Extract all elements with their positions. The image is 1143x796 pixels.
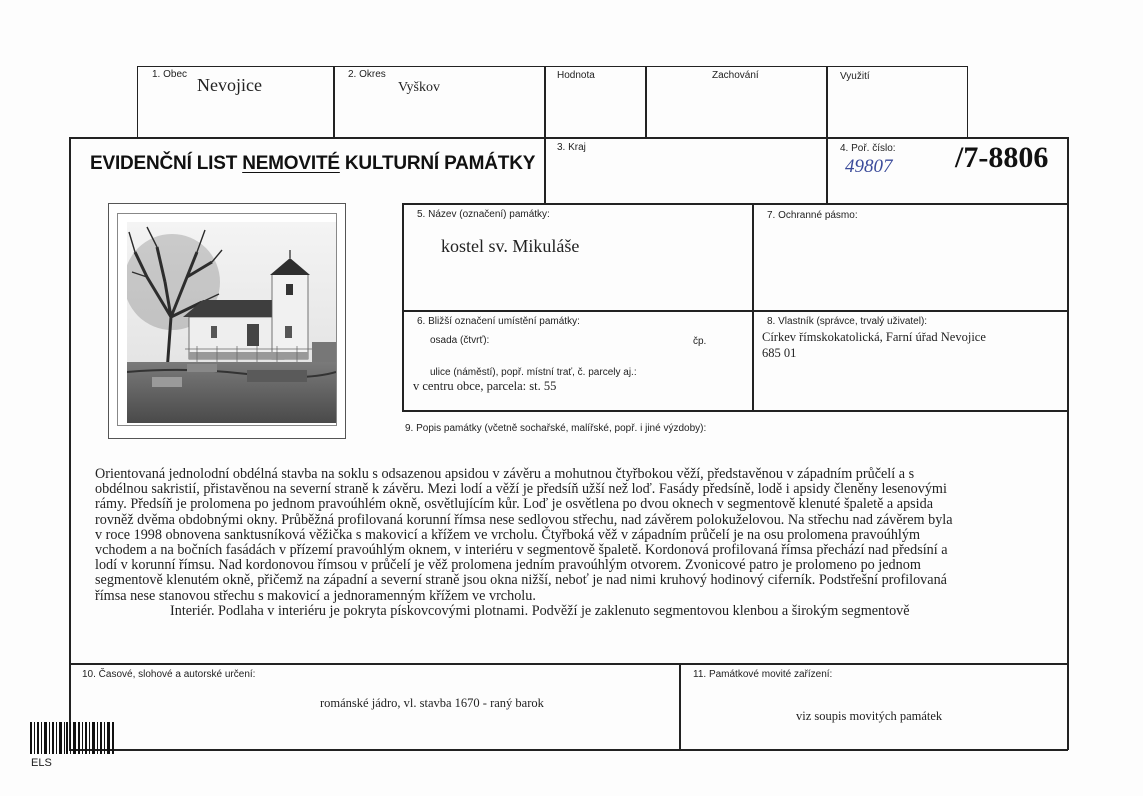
ochranne-pasmo-label: 7. Ochranné pásmo:: [767, 210, 858, 221]
por-cislo-label: 4. Poř. číslo:: [840, 143, 896, 154]
por-cislo-number: /7-8806: [955, 141, 1049, 174]
divider: [402, 203, 404, 411]
vlastnik-line1: Církev římskokatolická, Farní úřad Nevojice: [762, 330, 986, 344]
divider: [402, 203, 1068, 205]
popis-line: vchodem a na bočních fasádách v přízemí pravoúhlým oknem, v interiéru v segmentově špaletě. Kordonová profilovaná římsa přechází nad předsíní a: [95, 542, 948, 559]
umisteni-label: 6. Bližší označení umístění památky:: [417, 316, 580, 327]
popis-line: rovněž dvěma obdobnými okny. Průběžná profilovaná korunní římsa nese sedlovou střechu, nad závěrem polokuželovou. Na střechu nad závěrem byla: [95, 511, 953, 528]
ulice-label: ulice (náměstí), popř. místní trať, č. parcely aj.:: [430, 367, 637, 378]
movite-zarizeni-value: viz soupis movitých památek: [796, 709, 943, 723]
popis-line: obdélnou sakristií, přistavěnou na severní straně k závěru. Mezi lodí a věží je předsíň užší než loď. Fasády předsíně, lodě i apsidy členěny lesenovými: [95, 481, 947, 498]
popis-line: římsa nese stanovou střechu s makovicí a jednoramenným křížem ve vrcholu.: [95, 587, 536, 604]
osada-label: osada (čtvrť):: [430, 335, 490, 346]
divider: [544, 66, 546, 138]
nazev-value: kostel sv. Mikuláše: [441, 236, 580, 256]
okres-value: Vyškov: [398, 80, 441, 95]
barcode: [30, 722, 114, 754]
page-title: EVIDENČNÍ LIST NEMOVITÉ KULTURNÍ PAMÁTKY: [90, 153, 536, 174]
sheet-left-border: [69, 137, 71, 750]
umisteni-value: v centru obce, parcela: st. 55: [413, 379, 557, 393]
kraj-label: 3. Kraj: [557, 142, 586, 153]
divider: [69, 663, 1068, 665]
popis-line: rámy. Předsíň je prolomena po jednom pravoúhlém okně, osvětlujícím kůr. Loď je osvětlena po dvou oknech v segmentově klenuté špaletě a apsida: [95, 496, 934, 513]
divider: [402, 310, 1068, 312]
divider: [333, 66, 335, 138]
divider: [645, 66, 647, 138]
zachovani-label: Zachování: [712, 70, 759, 81]
okres-label: 2. Okres: [348, 69, 386, 80]
church-photo: [127, 222, 336, 423]
movite-zarizeni-label: 11. Památkové movité zařízení:: [693, 669, 833, 680]
popis-line: Orientovaná jednolodní obdélná stavba na soklu s odsazenou apsidou v závěru a mohutnou čtyřbokou věží, představěnou v západním průčelí a s: [95, 467, 915, 482]
divider: [752, 203, 754, 411]
vlastnik-label: 8. Vlastník (správce, trvalý uživatel):: [767, 316, 928, 327]
hodnota-label: Hodnota: [557, 70, 595, 81]
por-cislo-handwritten: 49807: [845, 156, 893, 177]
sheet-bottom-border: [69, 749, 1068, 751]
casove-urceni-value: románské jádro, vl. stavba 1670 - raný barok: [320, 696, 544, 710]
obec-value: Nevojice: [197, 75, 262, 95]
popis-line: segmentově klenutém okně, přičemž na západní a severní straně jsou okna nižší, neboť je nad nimi kruhový hodinový ciferník. Podstřešní profilovaná: [95, 572, 947, 589]
divider: [826, 66, 828, 138]
popis-line: lodí v korunní římsu. Nad kordonovou římsou v průčelí je věž prolomena jedním pravoúhlým otvorem. Zvonicové patro je prolomeno po jednom: [95, 557, 921, 574]
vlastnik-line2: 685 01: [762, 346, 797, 360]
obec-label: 1. Obec: [152, 69, 188, 80]
divider: [826, 137, 828, 204]
divider: [544, 137, 546, 204]
popis-line: Interiér. Podlaha v interiéru je pokryta pískovcovými plotnami. Podvěží je zaklenuto segmentovou klenbou a širokým segmentově: [170, 602, 910, 619]
popis-label: 9. Popis památky (včetně sochařské, malířské, popř. i jiné výzdoby):: [405, 423, 707, 434]
divider: [402, 410, 1068, 412]
popis-line: v roce 1998 obnovena sanktusníková věžička s makovicí a křížem ve vrcholu. Čtyřboká věž v západním průčelí je na osu prolomena pravoúhlým: [95, 526, 920, 543]
divider: [679, 663, 681, 750]
nazev-label: 5. Název (označení) památky:: [417, 209, 550, 220]
casove-urceni-label: 10. Časové, slohové a autorské určení:: [82, 669, 256, 680]
vyuziti-label: Využití: [840, 71, 870, 82]
cp-label: čp.: [693, 336, 707, 347]
sheet-right-border: [1067, 137, 1069, 750]
popis-text: [95, 467, 1070, 652]
sheet-top-border: [69, 137, 1068, 139]
barcode-text: ELS: [31, 757, 52, 769]
